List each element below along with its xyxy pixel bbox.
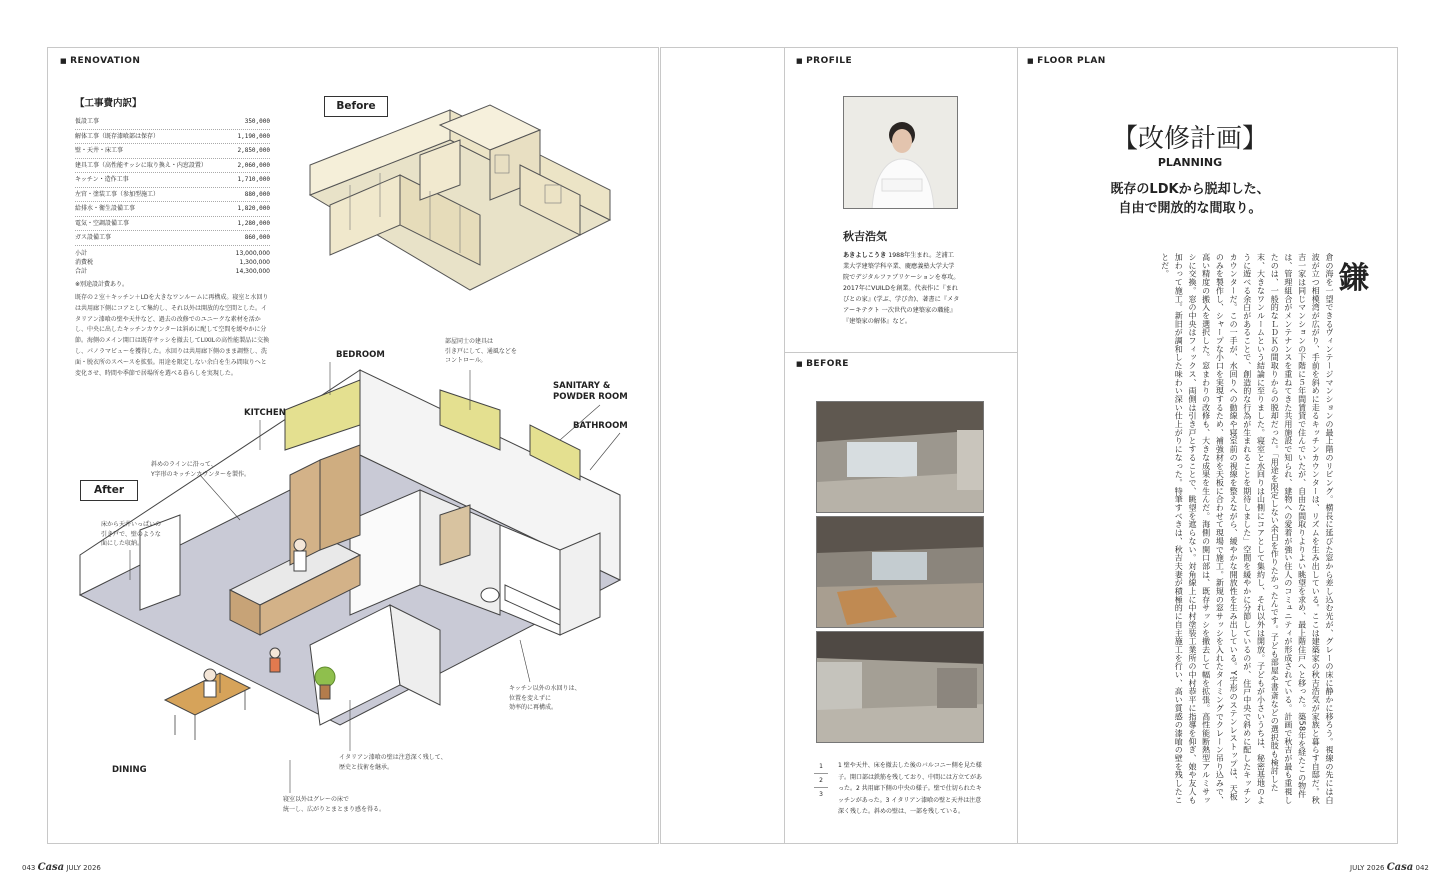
cost-item-label: 壁・天井・床工事 <box>75 147 124 154</box>
folio-left <box>22 862 101 873</box>
after-tag: After <box>80 480 138 501</box>
article-text-vertical: 倉の海を一望できるヴィンテージマンションの最上階のリビング。横長に延びた窓から差し込む光が、グレーの床に静かに移ろう。視線の先には白波が立つ相模湾が広がり、手前を斜めに走るキッチンカウンターは、リズムを生み出している。ここは建築家の秋吉浩気が家族と暮らす自邸だ。秋吉一家は同じマンションの下階に５年間賃貸で住んでいたが、自由な間取りよりよい眺望を求め、最上階住戸へと移った。築58年を経たこの物件は、管理組合がメンテナンスを重ねてきた共用施設で知られ、建物への愛着が強い住人のコミュニティが形成されている。計画で秋吉が最も重視したのは、一般的なＬＤＫの間取りからの脱却だった。「用途を限定しない余白を作りたかったんです。子ども部屋や書斎などの選択肢も検討した末、大きなワンルームという結論に至りました。寝室と水回りは山側にコアとして集約し、それ以外は開放。子どもが小さいうちは、秘密基地のように遊べる余白があることで、創造的な行為が生まれることを期待しました」空間を緩やかに分節しているのが、住戸中央で斜めに配したキッチンカウンターだ。この一手が、水回りへの動線や寝室前の視線を整えながら、緩やかな開放性を生み出している。Y字形のステンレストップは、天板のみを製作し、シャープな小口を実現するため、補強材を天板に合わせて現場で施工。新規の窓サッシを入れたタイミングでクレーン吊り込みで、高い精度の搬入を選択した。窓まわりの改修も、大きな成果を生んだ。海側の開口部は、既存サッシを撤去して幅を拡張。高性能断熱型アルミサッシに交換。窓の中央はフィックス、両側は引き戸とすることで、眺望を遮らない。対角線上に中村塗装工業所の中村恭平に指導を仰ぎ、娘や友人も加わって施工。新旧が調和した味わい深い仕上がりになった。特筆すべきは、秋吉夫妻が積極的に自主施工を行い、高い質感の漆喰の壁を残したことだ。 <box>1160 253 1334 805</box>
cost-item-label: 左官・塗装工事（参加型施工） <box>75 190 160 198</box>
cost-item-label: 建具工事（高性能サッシに取り換え・内窓設置） <box>75 161 207 169</box>
cost-sum-label: 合計 <box>75 267 88 275</box>
photo-caption-numbers <box>814 760 828 801</box>
folio-right <box>1350 862 1429 873</box>
note-floor: 寝室以外はグレーの床で 統一し、広がりとまとまり感を得る。 <box>283 796 386 813</box>
planning-heading-en: PLANNING <box>1157 156 1223 169</box>
caption-num: 1 <box>814 760 828 774</box>
room-label-bedroom: BEDROOM <box>336 350 385 360</box>
profile-reading: あきよしこうき <box>843 252 887 259</box>
cost-item-label: 給排水・衛生設備工事 <box>75 205 136 212</box>
cost-item-label: 解体工事（既存漆喰部は保存） <box>75 132 160 140</box>
room-label-kitchen: KITCHEN <box>244 408 286 418</box>
caption-num: 2 <box>814 774 828 788</box>
renovation-body-text: 既存の２室＋キッチン＋LDを大きなワンルームに再構成。寝室と水回りは共用廊下側にコアとして集約し、それ以外は開放的な空間とした。イタリアン漆喰の壁や天井など、過去の改修でのユニークな素材を活かし、中央に出したキッチンカウンターは斜めに配して空間を緩やかに分節。海側のメイン開口は既存サッシを撤去してLIXILの高性能製品に交換し、パノラマビューを獲得した。水回りは共用廊下側のまま調整し、洗面・脱衣所のスペースを拡張。用途を限定しない余白を生み間取りへと変化させ、時間や季節で居場所を選べる暮らしを実現した。 <box>75 294 270 377</box>
note-water: キッチン以外の水回りは、 位置を変えずに 効率的に再構成。 <box>509 685 581 711</box>
cost-item-value: 2,060,000 <box>237 161 270 169</box>
cost-item-value: 1,820,000 <box>237 205 270 212</box>
profile-text: 1988年生まれ。芝浦工業大学建築学科卒業、慶應義塾大学大学院でデジタルファブリケーションを専攻。2017年にVUILDを創業。代表作に『まれびとの家』(学ぶ、学び舎)、著書に『メタアーキテクト 一次世代の建築家の職能』『建築家の解体』など。 <box>843 252 960 325</box>
planning-heading: 【改修計画】 <box>1111 124 1268 154</box>
note-plaster: イタリアン漆喰の壁は注意深く残して、 歴史と技術を継承。 <box>339 754 447 771</box>
issue-date: JULY 2026 <box>1350 864 1385 872</box>
profile-bio <box>843 250 960 327</box>
photo-caption-text: 1 壁や天井、床を撤去した後のバルコニー側を見た様子。開口部は鉄筋を残しており、中間には方立てがあった。2 共用廊下側の中央の様子。壁で仕切られたキッチンがあった。3 イタリアン漆喰の壁と天井は注意深く残した。斜めの壁は、一部を残している。 <box>838 762 983 815</box>
cost-item-value: 1,710,000 <box>237 176 270 183</box>
section-label-profile: ■ PROFILE <box>796 56 852 66</box>
row-divider <box>785 352 1017 353</box>
section-label-renovation: ■ RENOVATION <box>60 56 140 66</box>
before-tag: Before <box>324 96 388 117</box>
caption-num: 3 <box>819 791 823 798</box>
magazine-logo: Casa <box>37 862 65 873</box>
column-divider <box>1017 47 1018 844</box>
cost-title: 【工事費内訳】 <box>75 98 142 109</box>
note-counter: 斜めのラインに沿って、 Y字形のキッチンカウンターを製作。 <box>151 461 251 478</box>
cost-item-value: 880,000 <box>244 190 270 198</box>
room-label-bathroom: BATHROOM <box>573 421 628 431</box>
note-partition: 部屋同士の建具は 引き戸にして、通風などを コントロール。 <box>445 338 517 364</box>
issue-date: JULY 2026 <box>66 864 101 872</box>
drop-cap: 鎌 <box>1339 261 1369 296</box>
page-number: 043 <box>22 864 36 872</box>
profile-name: 秋吉浩気 <box>843 230 887 243</box>
cost-item-value: 350,000 <box>244 118 270 125</box>
room-label-sanitary: SANITARY & POWDER ROOM <box>553 381 628 402</box>
section-label-floor-plan: ■ FLOOR PLAN <box>1027 56 1106 66</box>
room-label-dining: DINING <box>112 765 147 775</box>
cost-item-label: 電気・空調設備工事 <box>75 219 130 227</box>
cost-item-label: ガス設備工事 <box>75 234 112 241</box>
cost-sum-value: 1,300,000 <box>239 258 270 266</box>
portrait-photo <box>843 96 958 209</box>
before-photo-1 <box>816 401 984 513</box>
before-photo-2 <box>816 516 984 628</box>
cost-sum-label: 消費税 <box>75 258 94 266</box>
cost-note: ※別途設計費あり。 <box>75 280 129 288</box>
cost-item-label: 仮設工事 <box>75 118 100 125</box>
cost-item-value: 2,850,000 <box>237 147 270 154</box>
note-storage: 床から天井いっぱいの 引き戸で、壁のような 面にした収納。 <box>101 521 162 547</box>
magazine-logo: Casa <box>1386 862 1414 873</box>
planning-subheading: 既存のLDKから脱却した、 自由で開放的な間取り。 <box>1110 182 1270 216</box>
before-photo-3 <box>816 631 984 743</box>
cost-item-value: 860,000 <box>244 234 270 241</box>
cost-sum-value: 14,300,000 <box>235 267 270 275</box>
column-divider <box>784 47 785 844</box>
cost-item-value: 1,280,000 <box>237 219 270 227</box>
cost-item-label: キッチン・造作工事 <box>75 176 129 183</box>
section-label-before: ■ BEFORE <box>796 359 849 369</box>
page-number: 042 <box>1415 864 1429 872</box>
cost-sum-value: 13,000,000 <box>235 249 270 257</box>
cost-sum-label: 小計 <box>75 249 88 257</box>
cost-item-value: 1,190,000 <box>237 132 270 140</box>
